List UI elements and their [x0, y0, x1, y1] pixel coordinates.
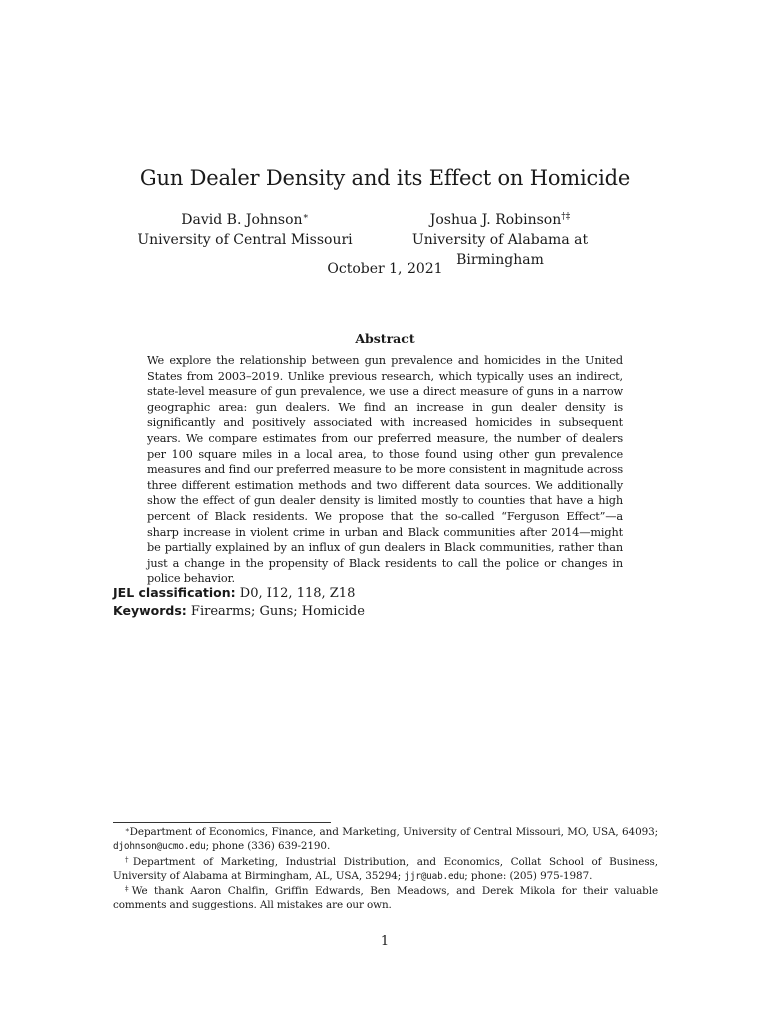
jel-label: JEL classification: [113, 585, 236, 600]
footnote-mark: † [125, 855, 133, 864]
author-name-line [370, 210, 630, 230]
paper-title: Gun Dealer Density and its Effect on Homicide [139, 166, 631, 190]
email-link[interactable]: jjr@uab.edu [404, 870, 465, 882]
footnotes [113, 825, 658, 913]
footnote-text: ; phone: (205) 975-1987. [464, 869, 593, 882]
footnote-divider [113, 822, 331, 823]
footnote-text: We thank Aaron Chalfin, Griffin Edwards, Ben Meadows, and Derek Mikola for their valuable comments and suggestions. All mistakes are our own. [113, 885, 658, 912]
jel-classification [113, 584, 658, 603]
abstract-heading: Abstract [355, 331, 415, 346]
author-name: David B. Johnson [181, 212, 303, 228]
email-link[interactable]: djohnson@ucmo.edu [113, 841, 206, 853]
footnote-text: Department of Marketing, Industrial Distribution, and Economics, Collat School of Business, University of Alabama at Birmingham, AL, USA, 35294; [113, 855, 658, 882]
author-footnote-mark: †‡ [561, 212, 571, 222]
author-affiliation: University of Alabama at Birmingham [411, 232, 589, 268]
jel-value: D0, I12, 118, Z18 [239, 586, 356, 601]
keywords [113, 602, 658, 621]
author-affiliation: University of Central Missouri [137, 232, 353, 248]
footnote-3 [113, 884, 658, 913]
footnote-text: Department of Economics, Finance, and Marketing, University of Central Missouri, MO, USA, 64093; [129, 826, 658, 838]
footnote-2 [113, 855, 658, 885]
author-name-line [130, 210, 360, 230]
keywords-value: Firearms; Guns; Homicide [190, 604, 365, 619]
page-number: 1 [380, 934, 390, 949]
author-name: Joshua J. Robinson [429, 212, 562, 228]
footnote-1 [113, 825, 658, 855]
author-footnote-mark: ∗ [302, 212, 309, 222]
footnote-mark: ∗ [125, 826, 130, 834]
footnote-text: ; phone (336) 639-2190. [205, 840, 331, 853]
paper-date: October 1, 2021 [327, 261, 443, 277]
author-block-johnson [130, 210, 360, 250]
footnote-mark: ‡ [125, 885, 132, 894]
keywords-label: Keywords: [113, 603, 187, 618]
abstract-text: We explore the relationship between gun prevalence and homicides in the United States from 2003–2019. Unlike previous research, which typically uses an indirect, state-level measure of gun prevalence, we use a direct measure of guns in a narrow geographic area: gun dealers. We find an increase in gun dealer density is significantly and positively associated with increased homicides in subsequent years. We compare estimates from our preferred measure, the number of dealers per 100 square miles in a local area, to those found using other gun prevalence measures and find our preferred measure to be more consistent in magnitude across three different estimation methods and two different data sources. We additionally show the effect of gun dealer density is limited mostly to counties that have a high percent of Black residents. We propose that the so-called “Ferguson Effect”—a sharp increase in violent crime in urban and Black communities after 2014—might be partially explained by an influx of gun dealers in Black communities, rather than just a change in the propensity of Black residents to call the police or changes in police behavior. [147, 354, 623, 586]
